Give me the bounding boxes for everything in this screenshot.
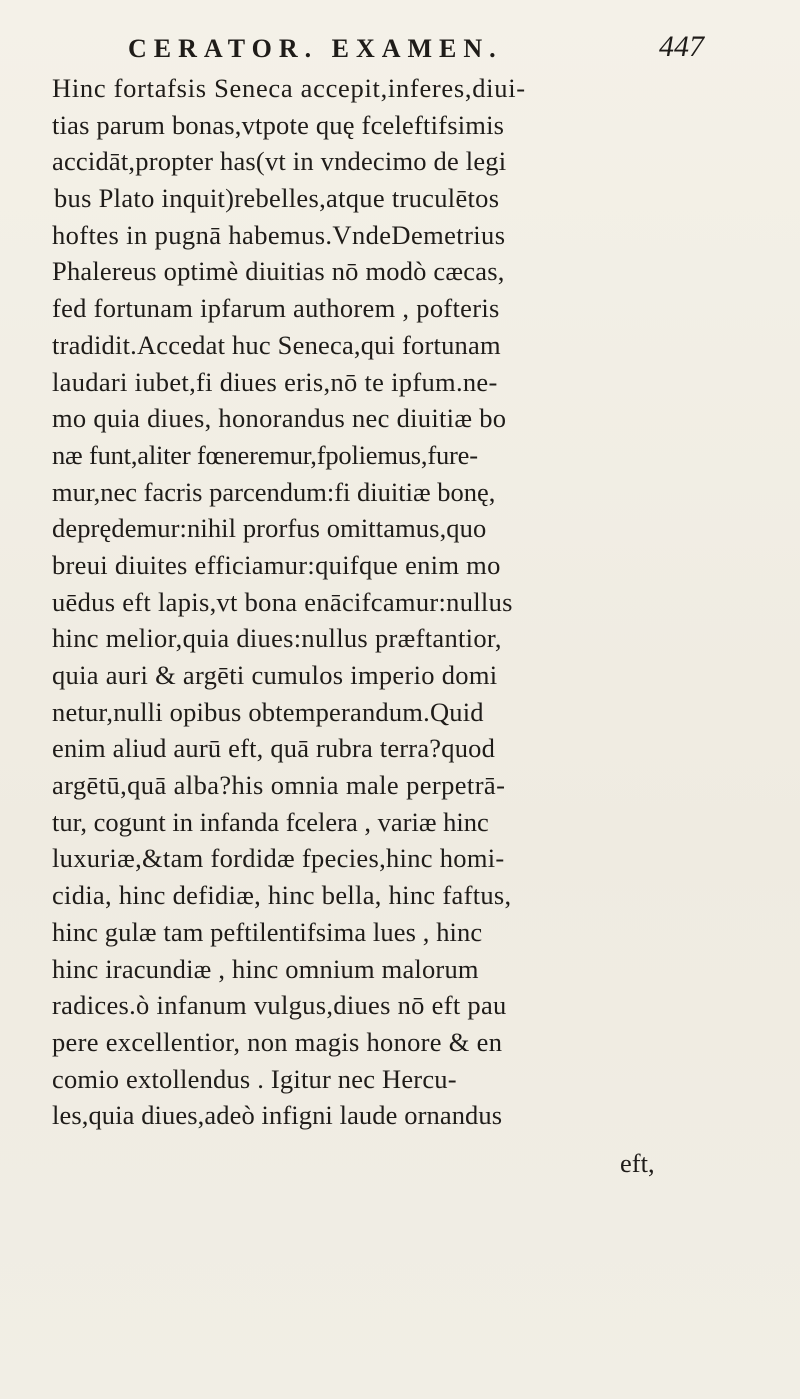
text-line: Phalereus optimè diuitias nō modò cæcas, [52,256,505,287]
text-line: breui diuites efficiamur:quifque enim mo [52,549,501,580]
text-line: quia auri & argēti cumulos imperio domi [52,660,498,690]
running-head [128,30,708,74]
text-line: argētū,quā alba?his omnia male perpetrā- [52,770,506,801]
text-line: les,quia diues,adeò infigni laude ornandus [52,1100,503,1131]
text-line: enim aliud aurū eft, quā rubra terra?quod [52,733,496,764]
text-line: hinc iracundiæ , hinc omnium malorum [52,953,479,984]
text-line: tradidit.Accedat huc Seneca,qui fortunam [52,329,501,360]
text-line: accidāt,propter has(vt in vndecimo de legi [52,146,507,177]
text-line: næ funt,aliter fœneremur,fpoliemus,fure- [52,439,478,470]
text-line: comio extollendus . Igitur nec Hercu- [52,1063,457,1094]
text-line: laudari iubet,fi diues eris,nō te ipfum.ne- [52,366,498,397]
text-line: netur,nulli opibus obtemperandum.Quid [52,696,484,727]
text-line: bus Plato inquit)rebelles,atque truculētos [54,183,500,214]
text-line: tias parum bonas,vtpote quę fceleftifsimis [52,109,505,140]
text-line: hoftes in pugnā habemus.VndeDemetrius [52,219,506,250]
text-line: uēdus eft lapis,vt bona enācifcamur:nullus [52,586,513,617]
running-title: CERATOR. EXAMEN. [128,34,503,63]
text-line: mur,nec facris parcendum:fi diuitiæ bonę, [52,476,496,507]
text-line: deprędemur:nihil prorfus omittamus,quo [52,513,487,544]
text-line: pere excellentior, non magis honore & en [52,1026,503,1057]
text-line: fed fortunam ipfarum authorem , pofteris [52,293,500,324]
text-line: hinc melior,quia diues:nullus præftantior, [52,623,502,654]
text-line: mo quia diues, honorandus nec diuitiæ bo [52,403,507,434]
text-line: tur, cogunt in infanda fcelera , variæ hinc [52,806,489,837]
text-line: luxuriæ,&tam fordidæ fpecies,hinc homi- [52,843,505,874]
text-line: Hinc fortafsis Seneca accepit,inferes,diui- [52,73,526,103]
text-line: radices.ò infanum vulgus,diues nō eft pau [52,990,507,1021]
page-number: 447 [659,30,704,63]
text-body [52,70,768,1134]
catchword: eft, [620,1148,655,1178]
text-line: hinc gulæ tam peftilentifsima lues , hinc [52,916,483,947]
text-line: cidia, hinc defidiæ, hinc bella, hinc faftus, [52,880,512,911]
